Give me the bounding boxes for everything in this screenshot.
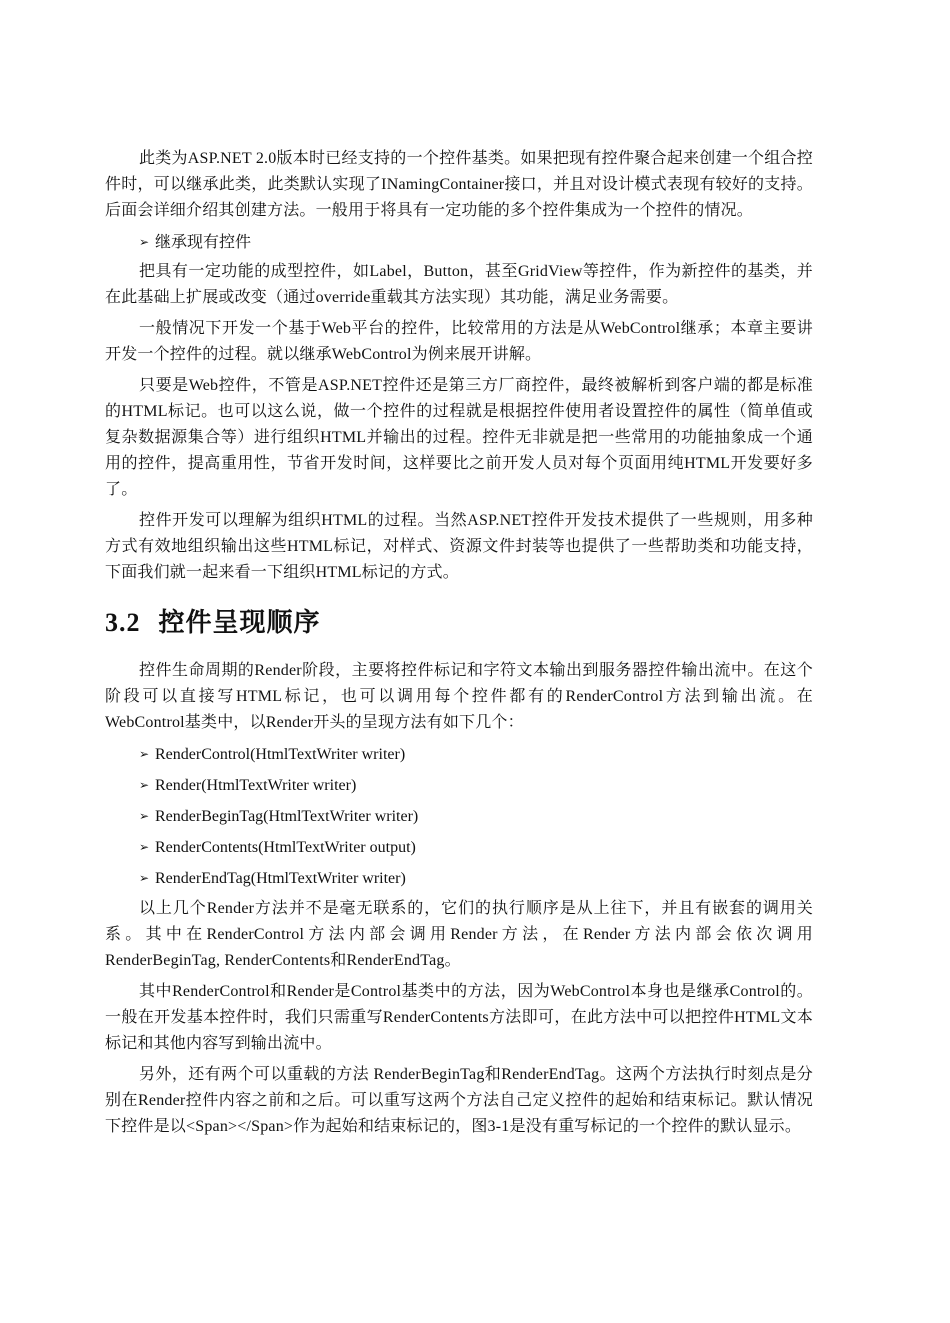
list-item (105, 865, 813, 892)
section-heading (105, 606, 813, 640)
method-signature: Render(HtmlTextWriter writer) (155, 777, 357, 794)
paragraph: 控件开发可以理解为组织HTML的过程。当然ASP.NET控件开发技术提供了一些规则，用多种方式有效地组织输出这些HTML标记，对样式、资源文件封装等也提供了一些帮助类和功能支持，下面我们就一起来看一下组织HTML标记的方式。 (105, 512, 813, 581)
list-item (105, 741, 813, 768)
paragraph: 控件生命周期的Render阶段，主要将控件标记和字符文本输出到服务器控件输出流中。在这个阶段可以直接写HTML标记，也可以调用每个控件都有的RenderControl方法到输出流。在WebControl基类中，以Render开头的呈现方法有如下几个： (105, 662, 813, 731)
section-number: 3.2 (105, 608, 141, 637)
list-item (105, 834, 813, 861)
list-item (105, 772, 813, 799)
method-signature: RenderControl(HtmlTextWriter writer) (155, 746, 406, 763)
arrow-bullet-icon: ➢ (139, 235, 150, 249)
bullet-text: 继承现有控件 (155, 234, 252, 251)
paragraph: 把具有一定功能的成型控件，如Label，Button，甚至GridView等控件，作为新控件的基类，并在此基础上扩展或改变（通过override重载其方法实现）其功能，满足业务需要。 (105, 263, 813, 306)
method-signature: RenderEndTag(HtmlTextWriter writer) (155, 870, 406, 887)
paragraph: 其中RenderControl和Render是Control基类中的方法，因为WebControl本身也是继承Control的。一般在开发基本控件时，我们只需重写RenderContents方法即可，在此方法中可以把控件HTML文本标记和其他内容写到输出流中。 (105, 983, 813, 1052)
list-item (105, 803, 813, 830)
paragraph: 另外，还有两个可以重载的方法 RenderBeginTag和RenderEndTag。这两个方法执行时刻点是分别在Render控件内容之前和之后。可以重写这两个方法自己定义控件的起始和结束标记。默认情况下控件是以<Span></Span>作为起始和结束标记的，图3-1是没有重写标记的一个控件的默认显示。 (105, 1066, 813, 1135)
paragraph: 此类为ASP.NET 2.0版本时已经支持的一个控件基类。如果把现有控件聚合起来创建一个组合控件时，可以继承此类，此类默认实现了INamingContainer接口，并且对设计模式表现有较好的支持。后面会详细介绍其创建方法。一般用于将具有一定功能的多个控件集成为一个控件的情况。 (105, 150, 813, 219)
arrow-bullet-icon: ➢ (139, 778, 150, 792)
bullet-item-inherit (105, 229, 813, 256)
paragraph: 以上几个Render方法并不是毫无联系的，它们的执行顺序是从上往下，并且有嵌套的调用关系。其中在RenderControl方法内部会调用Render方法，在Render方法内部会依次调用RenderBeginTag, RenderContents和RenderEndTag。 (105, 900, 813, 969)
method-signature: RenderBeginTag(HtmlTextWriter writer) (155, 808, 419, 825)
section-title: 控件呈现顺序 (158, 608, 321, 637)
method-signature: RenderContents(HtmlTextWriter output) (155, 839, 416, 856)
paragraph: 一般情况下开发一个基于Web平台的控件，比较常用的方法是从WebControl继承；本章主要讲开发一个控件的过程。就以继承WebControl为例来展开讲解。 (105, 320, 813, 363)
arrow-bullet-icon: ➢ (139, 871, 150, 885)
arrow-bullet-icon: ➢ (139, 840, 150, 854)
arrow-bullet-icon: ➢ (139, 809, 150, 823)
arrow-bullet-icon: ➢ (139, 747, 150, 761)
render-method-list (105, 741, 813, 892)
paragraph: 只要是Web控件，不管是ASP.NET控件还是第三方厂商控件，最终被解析到客户端的都是标准的HTML标记。也可以这么说，做一个控件的过程就是根据控件使用者设置控件的属性（简单值或复杂数据源集合等）进行组织HTML并输出的过程。控件无非就是把一些常用的功能抽象成一个通用的控件，提高重用性，节省开发时间，这样要比之前开发人员对每个页面用纯HTML开发要好多了。 (105, 377, 813, 498)
document-page (105, 146, 813, 1145)
